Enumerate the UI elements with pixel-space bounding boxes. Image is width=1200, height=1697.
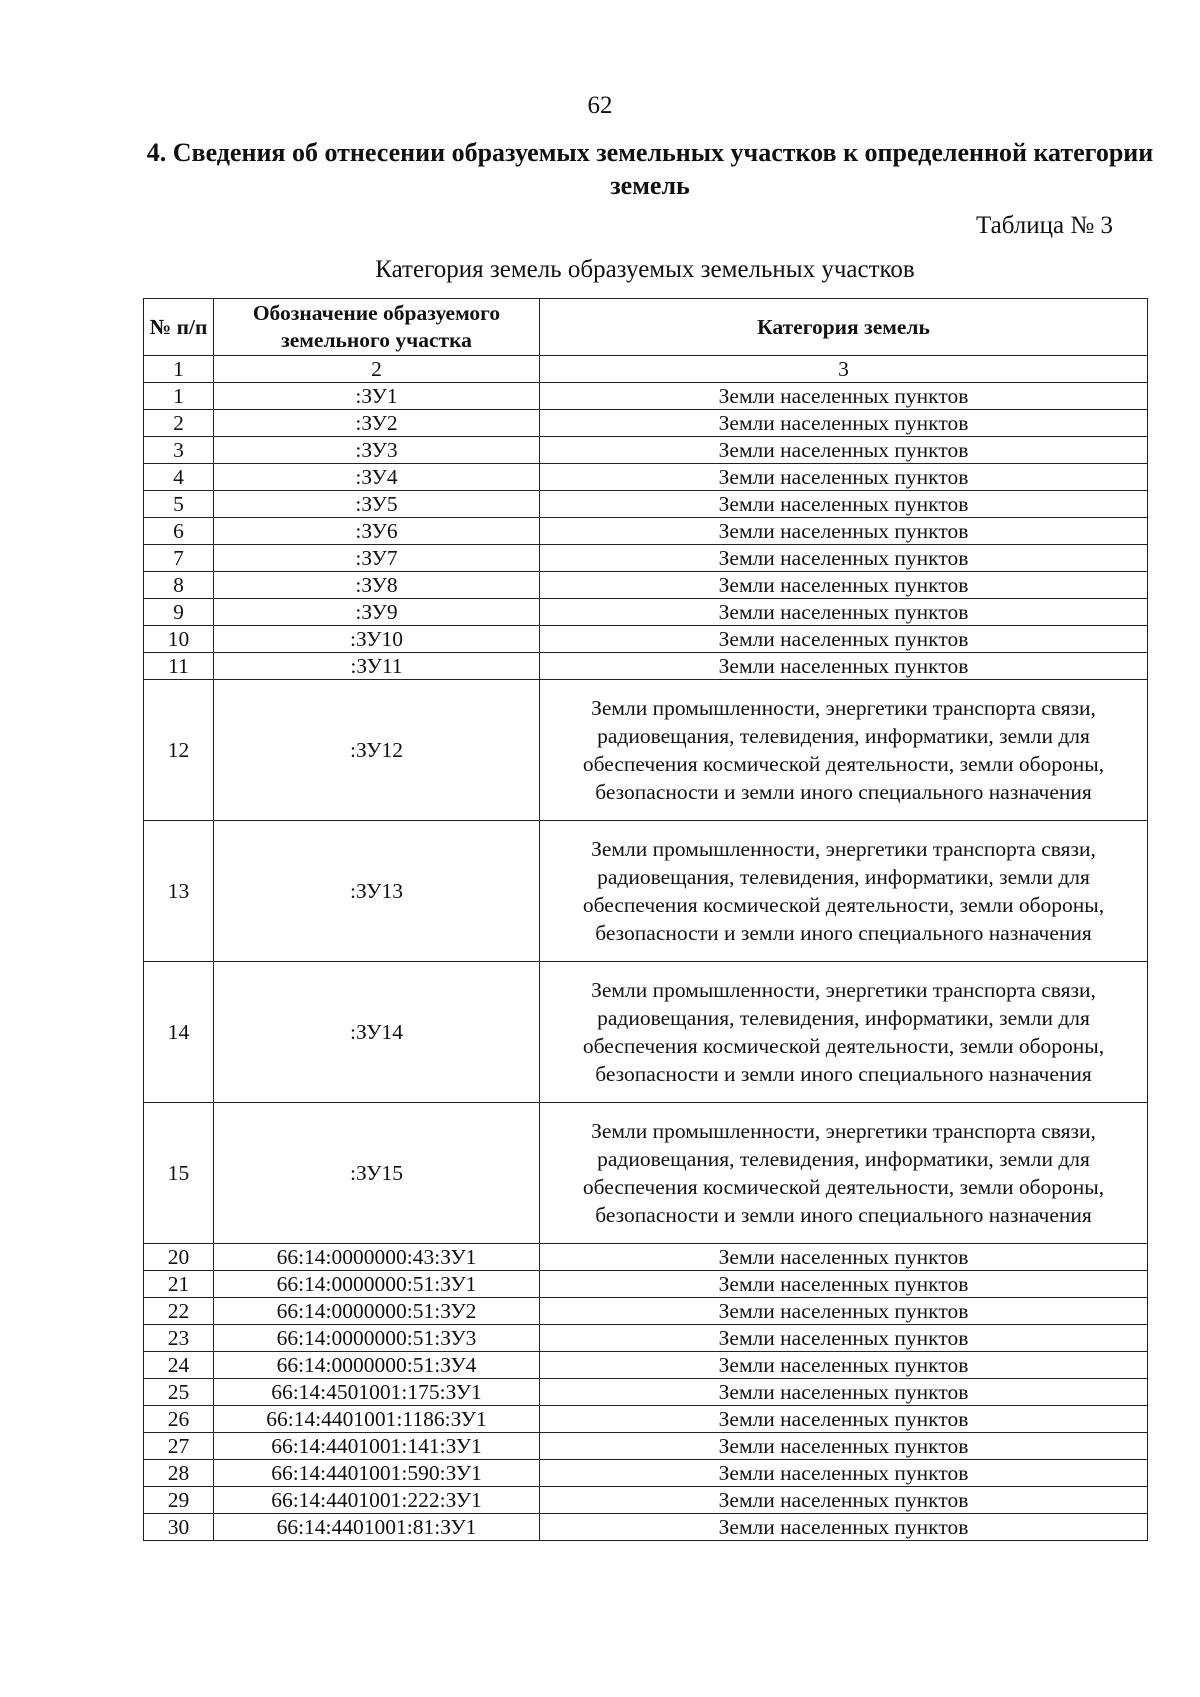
index-cell-1: 1 — [144, 356, 214, 383]
row-number-cell: 8 — [144, 572, 214, 599]
row-designation-cell: :ЗУ4 — [214, 464, 540, 491]
row-designation-cell: :ЗУ5 — [214, 491, 540, 518]
row-number-cell: 30 — [144, 1514, 214, 1541]
row-designation-cell: :ЗУ15 — [214, 1103, 540, 1244]
table-row — [144, 1103, 1148, 1244]
row-category-cell: Земли населенных пунктов — [540, 518, 1148, 545]
table-row — [144, 1487, 1148, 1514]
table-index-row — [144, 356, 1148, 383]
index-cell-3: 3 — [540, 356, 1148, 383]
row-number-cell: 5 — [144, 491, 214, 518]
row-category-cell: Земли населенных пунктов — [540, 1406, 1148, 1433]
row-category-cell: Земли населенных пунктов — [540, 545, 1148, 572]
row-category-cell: Земли населенных пунктов — [540, 464, 1148, 491]
row-category-cell: Земли населенных пунктов — [540, 410, 1148, 437]
table-caption: Категория земель образуемых земельных участков — [375, 256, 915, 283]
row-number-cell: 21 — [144, 1271, 214, 1298]
row-designation-cell: :ЗУ1 — [214, 383, 540, 410]
row-number-cell: 11 — [144, 653, 214, 680]
row-designation-cell: :ЗУ12 — [214, 680, 540, 821]
row-number-cell: 29 — [144, 1487, 214, 1514]
row-category-cell: Земли населенных пунктов — [540, 1298, 1148, 1325]
land-category-table — [143, 298, 1148, 1541]
row-category-cell: Земли населенных пунктов — [540, 1379, 1148, 1406]
row-category-cell: Земли населенных пунктов — [540, 572, 1148, 599]
row-number-cell: 15 — [144, 1103, 214, 1244]
row-designation-cell: :ЗУ14 — [214, 962, 540, 1103]
row-category-cell: Земли населенных пунктов — [540, 1433, 1148, 1460]
row-designation-cell: 66:14:4401001:1186:ЗУ1 — [214, 1406, 540, 1433]
row-number-cell: 4 — [144, 464, 214, 491]
row-number-cell: 6 — [144, 518, 214, 545]
row-designation-cell: 66:14:0000000:43:ЗУ1 — [214, 1244, 540, 1271]
row-designation-cell: 66:14:4401001:590:ЗУ1 — [214, 1460, 540, 1487]
table-row — [144, 1244, 1148, 1271]
row-number-cell: 7 — [144, 545, 214, 572]
row-category-cell: Земли населенных пунктов — [540, 437, 1148, 464]
row-number-cell: 9 — [144, 599, 214, 626]
row-category-cell: Земли населенных пунктов — [540, 383, 1148, 410]
row-category-cell: Земли населенных пунктов — [540, 1514, 1148, 1541]
row-category-cell: Земли промышленности, энергетики транспорта связи, радиовещания, телевидения, информатики, земли для обеспечения космической деятельности, земли обороны, безопасности и земли иного специального назначения — [540, 1103, 1148, 1244]
row-number-cell: 28 — [144, 1460, 214, 1487]
table-row — [144, 464, 1148, 491]
table-row — [144, 437, 1148, 464]
row-designation-cell: :ЗУ10 — [214, 626, 540, 653]
row-category-cell: Земли населенных пунктов — [540, 1487, 1148, 1514]
row-designation-cell: :ЗУ8 — [214, 572, 540, 599]
row-number-cell: 10 — [144, 626, 214, 653]
table-row — [144, 383, 1148, 410]
row-number-cell: 13 — [144, 821, 214, 962]
table-row — [144, 599, 1148, 626]
row-designation-cell: :ЗУ3 — [214, 437, 540, 464]
table-header-row — [144, 299, 1148, 356]
row-number-cell: 26 — [144, 1406, 214, 1433]
table-row — [144, 545, 1148, 572]
row-designation-cell: :ЗУ13 — [214, 821, 540, 962]
row-designation-cell: :ЗУ2 — [214, 410, 540, 437]
row-designation-cell: 66:14:4501001:175:ЗУ1 — [214, 1379, 540, 1406]
row-designation-cell: 66:14:0000000:51:ЗУ2 — [214, 1298, 540, 1325]
section-title: 4. Сведения об отнесении образуемых земельных участков к определенной категории земель — [146, 138, 1154, 200]
row-category-cell: Земли населенных пунктов — [540, 626, 1148, 653]
row-category-cell: Земли населенных пунктов — [540, 599, 1148, 626]
row-designation-cell: 66:14:0000000:51:ЗУ1 — [214, 1271, 540, 1298]
table-body — [144, 383, 1148, 1541]
row-number-cell: 20 — [144, 1244, 214, 1271]
row-number-cell: 25 — [144, 1379, 214, 1406]
table-row — [144, 680, 1148, 821]
row-category-cell: Земли населенных пунктов — [540, 1325, 1148, 1352]
table-row — [144, 410, 1148, 437]
row-number-cell: 12 — [144, 680, 214, 821]
table-row — [144, 1460, 1148, 1487]
header-number: № п/п — [144, 299, 214, 356]
row-number-cell: 22 — [144, 1298, 214, 1325]
index-cell-2: 2 — [214, 356, 540, 383]
row-category-cell: Земли населенных пунктов — [540, 491, 1148, 518]
row-number-cell: 1 — [144, 383, 214, 410]
table-row — [144, 626, 1148, 653]
row-category-cell: Земли населенных пунктов — [540, 1352, 1148, 1379]
table-row — [144, 572, 1148, 599]
table-row — [144, 1406, 1148, 1433]
header-designation: Обозначение образуемого земельного участка — [214, 299, 540, 356]
row-number-cell: 27 — [144, 1433, 214, 1460]
table-row — [144, 1352, 1148, 1379]
header-category: Категория земель — [540, 299, 1148, 356]
page-number: 62 — [587, 92, 613, 119]
row-designation-cell: 66:14:4401001:141:ЗУ1 — [214, 1433, 540, 1460]
row-category-cell: Земли населенных пунктов — [540, 1460, 1148, 1487]
table-row — [144, 1514, 1148, 1541]
row-category-cell: Земли промышленности, энергетики транспорта связи, радиовещания, телевидения, информатики, земли для обеспечения космической деятельности, земли обороны, безопасности и земли иного специального назначения — [540, 962, 1148, 1103]
row-designation-cell: 66:14:0000000:51:ЗУ4 — [214, 1352, 540, 1379]
row-number-cell: 14 — [144, 962, 214, 1103]
table-row — [144, 1379, 1148, 1406]
table-row — [144, 821, 1148, 962]
row-designation-cell: 66:14:4401001:81:ЗУ1 — [214, 1514, 540, 1541]
row-designation-cell: :ЗУ7 — [214, 545, 540, 572]
row-category-cell: Земли населенных пунктов — [540, 1271, 1148, 1298]
row-category-cell: Земли промышленности, энергетики транспорта связи, радиовещания, телевидения, информатики, земли для обеспечения космической деятельности, земли обороны, безопасности и земли иного специального назначения — [540, 680, 1148, 821]
row-number-cell: 24 — [144, 1352, 214, 1379]
table-row — [144, 1325, 1148, 1352]
row-category-cell: Земли населенных пунктов — [540, 653, 1148, 680]
table-number: Таблица № 3 — [975, 212, 1113, 239]
table-row — [144, 1271, 1148, 1298]
row-number-cell: 23 — [144, 1325, 214, 1352]
row-designation-cell: :ЗУ9 — [214, 599, 540, 626]
row-designation-cell: :ЗУ11 — [214, 653, 540, 680]
row-designation-cell: :ЗУ6 — [214, 518, 540, 545]
table-row — [144, 518, 1148, 545]
row-designation-cell: 66:14:0000000:51:ЗУ3 — [214, 1325, 540, 1352]
row-number-cell: 3 — [144, 437, 214, 464]
table-row — [144, 962, 1148, 1103]
table-row — [144, 1298, 1148, 1325]
row-category-cell: Земли промышленности, энергетики транспорта связи, радиовещания, телевидения, информатики, земли для обеспечения космической деятельности, земли обороны, безопасности и земли иного специального назначения — [540, 821, 1148, 962]
row-category-cell: Земли населенных пунктов — [540, 1244, 1148, 1271]
table-row — [144, 653, 1148, 680]
table-row — [144, 491, 1148, 518]
table-row — [144, 1433, 1148, 1460]
row-designation-cell: 66:14:4401001:222:ЗУ1 — [214, 1487, 540, 1514]
row-number-cell: 2 — [144, 410, 214, 437]
